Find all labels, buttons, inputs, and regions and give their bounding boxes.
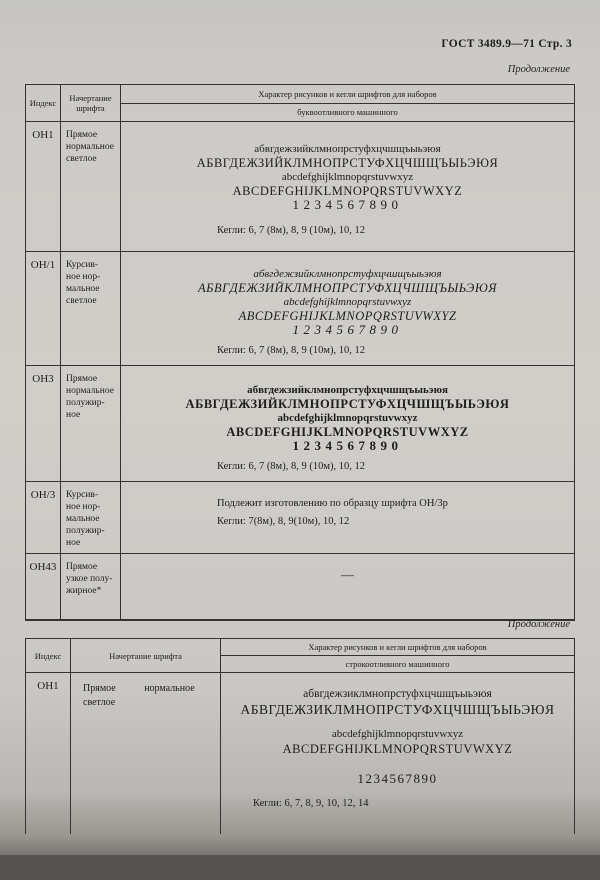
style-line: полужир-: [66, 398, 105, 408]
style-line: мальное: [66, 514, 100, 524]
specimen-digits: 1234567890: [292, 197, 403, 212]
type-specimen-bold: [121, 366, 574, 481]
continuation-note-top: Продолжение: [507, 64, 570, 75]
table-row-on3: [26, 366, 574, 482]
specimen-latin-lowercase: abcdefghijklmnopqrstuvwxyz: [277, 412, 418, 424]
specimen-cyrillic-uppercase: АБВГДЕЖЗИЙКЛМНОПРСТУФХЦЧШЩЪЫЬЭЮЯ: [198, 281, 497, 295]
style-line: ное нор-: [66, 272, 101, 282]
specimen-cyrillic-lowercase: абвгдежзийклмнопрстуфхцчшщъыьэюя: [254, 143, 441, 155]
empty-dash: —: [341, 567, 354, 582]
col-header-machine-type: буквоотливного машинного: [297, 107, 398, 118]
specimen-cyrillic-uppercase: АБВГДЕЖЗИКЛМНОПРСТУФХЦЧШЩЪЫЬЭЮЯ: [240, 702, 555, 717]
style-line: полужир-: [66, 526, 105, 536]
style-line: ное: [66, 410, 81, 420]
style-line: нормальное: [66, 142, 114, 152]
style-line: узкое полу-: [66, 574, 113, 584]
style-line: светлое: [66, 154, 97, 164]
kegli-sizes: Кегли: 6, 7 (8м), 8, 9 (10м), 10, 12: [217, 345, 365, 356]
col-header-style: Начертание шрифта: [71, 639, 221, 672]
table1-header-row: [26, 85, 574, 122]
style-line: Прямое нормальное: [83, 683, 195, 694]
specimen-latin-lowercase: abcdefghijklmnopqrstuvwxyz: [283, 296, 412, 308]
kegli-sizes: Кегли: 7(8м), 8, 9(10м), 10, 12: [217, 516, 350, 527]
specimen-latin-uppercase: ABCDEFGHIJKLMNOPQRSTUVWXYZ: [238, 309, 457, 323]
row-index: ОН1: [26, 673, 71, 834]
page-title: ГОСТ 3489.9—71 Стр. 3: [441, 38, 572, 50]
specimen-cyrillic-uppercase: АБВГДЕЖЗИЙКЛМНОПРСТУФХЦЧШЩЪЫЬЭЮЯ: [196, 156, 499, 170]
row-index: ОН/1: [26, 252, 61, 365]
type-specimen-italic: [121, 252, 574, 365]
scan-edge-shadow: [0, 855, 600, 880]
table-row-on1: [26, 673, 574, 834]
style-line: жирное*: [66, 586, 102, 596]
col-header-character-group: [121, 85, 574, 121]
style-line: ное: [66, 538, 81, 548]
col-header-character: Характер рисунков и кегли шрифтов для наборов: [121, 85, 574, 104]
col-header-index: Индекс: [26, 85, 61, 121]
style-line: ное нор-: [66, 502, 101, 512]
row-index: ОН1: [26, 122, 61, 251]
type-specimen: [221, 673, 574, 834]
style-description: [61, 366, 121, 481]
specimen-digits: 1234567890: [357, 771, 438, 786]
col-header-character-group: [221, 639, 574, 672]
specimen-cyrillic-lowercase: абвгдежзийклмнопрстуфхцчшщъыьэюя: [247, 384, 448, 396]
table-row-on43: [26, 554, 574, 620]
style-line: Курсив-: [66, 490, 99, 500]
style-line: Курсив-: [66, 260, 99, 270]
row-index: ОН43: [26, 554, 61, 619]
continuation-note-mid: Продолжение: [507, 619, 570, 630]
specimen-latin-lowercase: abcdefghijklmnopqrstuvwxyz: [281, 171, 414, 183]
specimen-digits: 1234567890: [292, 322, 403, 337]
style-line: Прямое: [66, 130, 98, 140]
specimen-latin-uppercase: ABCDEFGHIJKLMNOPQRSTUVWXYZ: [226, 425, 469, 439]
style-line: нормальное: [66, 386, 114, 396]
specimen-latin-uppercase: ABCDEFGHIJKLMNOPQRSTUVWXYZ: [282, 742, 513, 756]
type-specimen: [121, 122, 574, 251]
style-line: Прямое: [66, 562, 98, 572]
table-row-on-slash-3: [26, 482, 574, 554]
table-row-on-slash-1: [26, 252, 574, 366]
style-line: Прямое: [66, 374, 98, 384]
style-description: [61, 482, 121, 553]
kegli-sizes: Кегли: 6, 7 (8м), 8, 9 (10м), 10, 12: [217, 461, 365, 472]
col-header-character: Характер рисунков и кегли шрифтов для наборов: [221, 639, 574, 656]
style-line: мальное: [66, 284, 100, 294]
specimen-cyrillic-lowercase: абвгдежзиклмнопрстуфхцчшщъыьэюя: [303, 688, 492, 700]
row-index: ОН/3: [26, 482, 61, 553]
style-description: [61, 122, 121, 251]
specimen-latin-lowercase: abcdefghijklmnopqrstuvwxyz: [331, 728, 464, 740]
specimen-latin-uppercase: ABCDEFGHIJKLMNOPQRSTUVWXYZ: [232, 184, 463, 198]
specimen-digits: 1234567890: [292, 438, 403, 453]
table-row-on1: [26, 122, 574, 252]
font-table-monotype: [25, 84, 575, 621]
specimen-cyrillic-lowercase: абвгдежзийклмнопрстуфхцчшщъыьэюя: [253, 268, 442, 280]
font-table-linotype: [25, 638, 575, 834]
row-index: ОН3: [26, 366, 61, 481]
note-text: Подлежит изготовлению по образцу шрифта ОН/3р: [217, 498, 448, 509]
kegli-sizes: Кегли: 6, 7, 8, 9, 10, 12, 14: [253, 798, 369, 809]
table2-header-row: [26, 639, 574, 673]
style-description: [61, 554, 121, 619]
col-header-index: Индекс: [26, 639, 71, 672]
specimen-cyrillic-uppercase: АБВГДЕЖЗИЙКЛМНОПРСТУФХЦЧШЩЪЫЬЭЮЯ: [185, 397, 510, 411]
style-line: светлое: [66, 296, 97, 306]
col-header-machine-type: строкоотливного машинного: [345, 659, 450, 669]
kegli-sizes: Кегли: 6, 7 (8м), 8, 9 (10м), 10, 12: [217, 225, 365, 236]
style-line: светлое: [83, 697, 116, 708]
style-description: [71, 673, 221, 834]
style-description: [61, 252, 121, 365]
col-header-style: Начертание шрифта: [61, 85, 121, 121]
manufacture-note: [121, 482, 574, 553]
